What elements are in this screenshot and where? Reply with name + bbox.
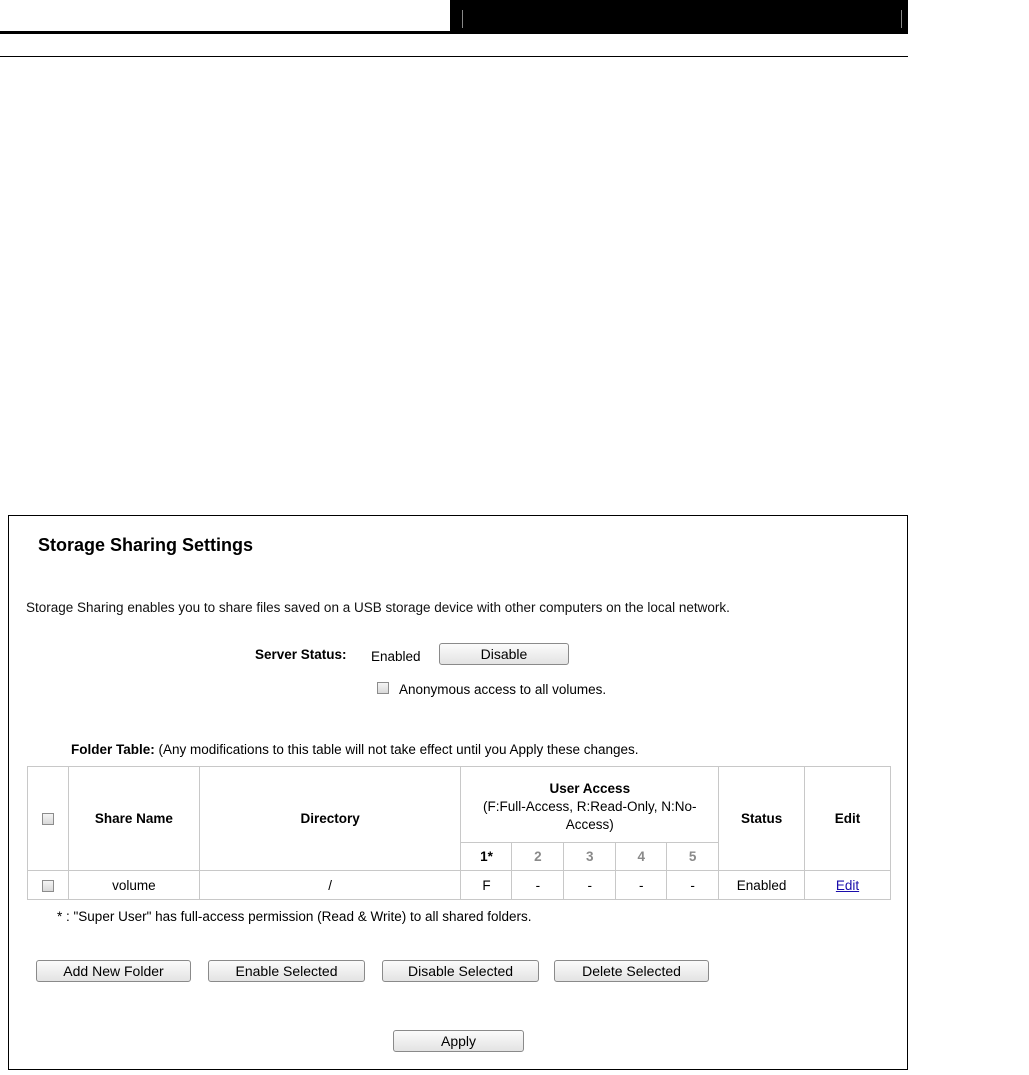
edit-link[interactable]: Edit [835, 877, 860, 893]
user-col-4: 4 [616, 843, 667, 871]
row-select-cell [28, 871, 69, 900]
col-share-name: Share Name [68, 767, 199, 871]
edit-cell [805, 871, 891, 900]
status-cell: Enabled [719, 871, 805, 900]
col-status: Status [719, 767, 805, 871]
page-title: Storage Sharing Settings [38, 535, 254, 555]
apply-button[interactable]: Apply [393, 1030, 524, 1052]
access-cell-5: - [667, 871, 719, 900]
manual-header-bar [450, 0, 908, 33]
folder-table-note: (Any modifications to this table will not take effect until you Apply these changes. [158, 742, 639, 757]
header-divider [901, 10, 902, 28]
user-col-2: 2 [512, 843, 564, 871]
access-cell-2: - [512, 871, 564, 900]
share-name-cell: volume [68, 871, 199, 900]
anonymous-access-label: Anonymous access to all volumes. [399, 682, 607, 697]
header-rule-thick [0, 31, 908, 34]
access-cell-1: F [461, 871, 512, 900]
select-all-checkbox[interactable] [42, 813, 54, 825]
user-access-legend: (F:Full-Access, R:Read-Only, N:No-Access) [483, 798, 697, 832]
select-all-cell [28, 767, 69, 871]
access-cell-3: - [564, 871, 616, 900]
header-rule-thin [0, 56, 908, 57]
disable-selected-button[interactable]: Disable Selected [382, 960, 539, 982]
folder-table-title: Folder Table: [71, 742, 155, 757]
server-status-label: Server Status: [255, 647, 347, 662]
user-col-1: 1* [461, 843, 512, 871]
col-user-access [461, 767, 719, 843]
row-select-checkbox[interactable] [42, 880, 54, 892]
server-status-value: Enabled [371, 649, 421, 664]
add-new-folder-button[interactable]: Add New Folder [36, 960, 191, 982]
user-access-title: User Access [549, 780, 631, 796]
user-col-5: 5 [667, 843, 719, 871]
storage-sharing-panel [8, 515, 908, 1070]
directory-cell: / [199, 871, 461, 900]
user-col-3: 3 [564, 843, 616, 871]
header-divider [462, 10, 463, 28]
page-description: Storage Sharing enables you to share files saved on a USB storage device with other computers on the local network. [26, 600, 730, 615]
anonymous-access-checkbox[interactable] [377, 682, 389, 694]
folder-table-label [71, 742, 639, 757]
super-user-footnote: * : "Super User" has full-access permission (Read & Write) to all shared folders. [57, 909, 532, 924]
folder-table [27, 766, 891, 900]
disable-server-button[interactable]: Disable [439, 643, 569, 665]
access-cell-4: - [616, 871, 667, 900]
col-directory: Directory [199, 767, 461, 871]
table-row [28, 871, 891, 900]
enable-selected-button[interactable]: Enable Selected [208, 960, 365, 982]
col-edit: Edit [805, 767, 891, 871]
delete-selected-button[interactable]: Delete Selected [554, 960, 709, 982]
